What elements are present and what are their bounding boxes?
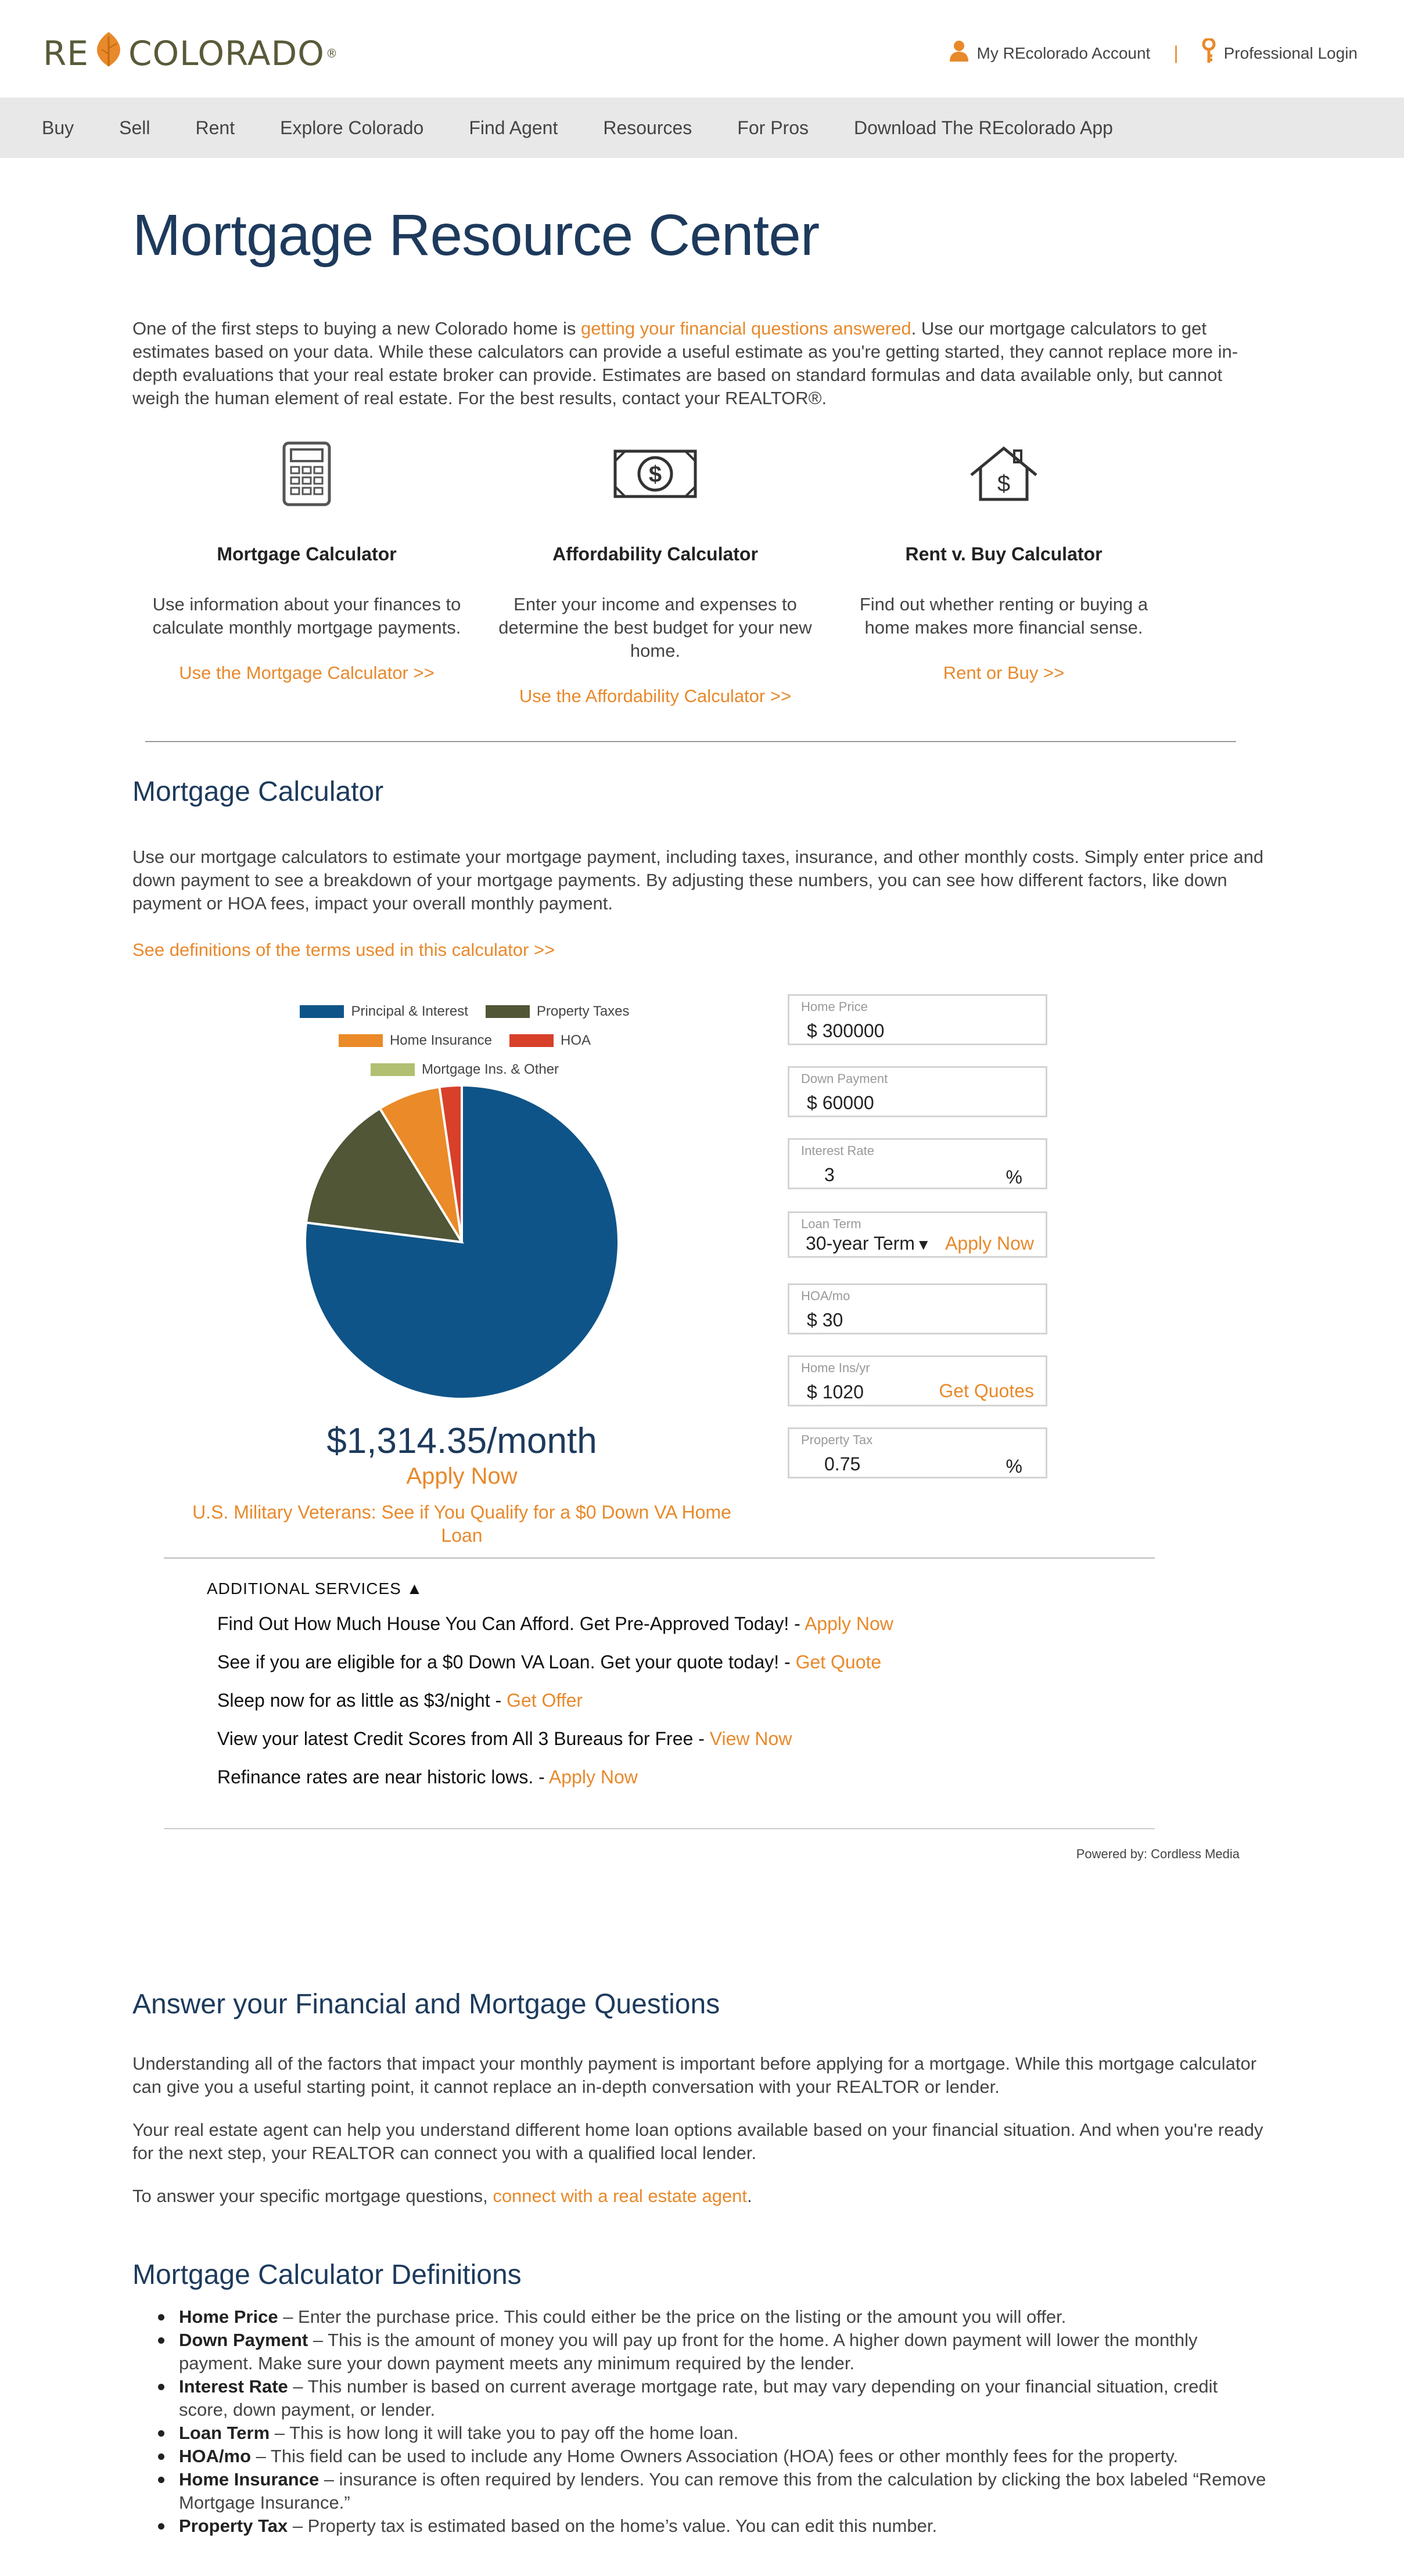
interest-rate-field[interactable] [788, 1138, 1047, 1189]
loan-term-select[interactable] [788, 1211, 1047, 1258]
definition-item [132, 2468, 1271, 2514]
payment-breakdown-pie-chart [302, 1082, 622, 1402]
dropdown-arrow-icon: ▼ [915, 1236, 931, 1253]
definition-text: – This is how long it will take you to pay off the home loan. [270, 2423, 739, 2443]
service-dash: - [490, 1690, 507, 1711]
page-title: Mortgage Resource Center [132, 203, 820, 268]
field-value[interactable]: 0.75 [824, 1454, 861, 1474]
answer-p3-before: To answer your specific mortgage questions, [132, 2186, 493, 2206]
rent-or-buy-link[interactable]: Rent or Buy >> [943, 663, 1065, 683]
percent-suffix: % [1006, 1167, 1022, 1188]
definition-term: Home Price [179, 2307, 278, 2327]
legend-item [339, 1032, 492, 1049]
header-separator: | [1173, 42, 1179, 63]
field-label: Home Price [801, 999, 868, 1014]
service-link[interactable]: Get Quote [795, 1652, 882, 1672]
site-header [0, 0, 1404, 98]
answer-questions-heading: Answer your Financial and Mortgage Questions [132, 1989, 720, 2020]
services-divider-top [164, 1557, 1155, 1559]
service-row [217, 1766, 638, 1788]
feature-desc: Find out whether renting or buying a home makes more financial sense. [859, 594, 1148, 638]
aspen-leaf-icon [91, 31, 126, 76]
calculator-icon [144, 439, 469, 509]
hoa-field[interactable] [788, 1283, 1047, 1334]
legend-swatch [300, 1005, 344, 1018]
definition-text: – This field can be used to include any Home Owners Association (HOA) fees or other monthly fees for the property. [251, 2446, 1179, 2466]
svg-text:$: $ [997, 471, 1011, 497]
mortgage-calculator-link[interactable]: Use the Mortgage Calculator >> [179, 663, 435, 683]
mortgage-calculator-heading: Mortgage Calculator [132, 776, 384, 807]
definition-item [132, 2422, 1271, 2445]
my-account-label: My REcolorado Account [976, 44, 1151, 62]
nav-item-download-app[interactable]: Download The REcolorado App [853, 117, 1113, 138]
service-row [217, 1652, 881, 1673]
loan-term-apply-now-link[interactable]: Apply Now [945, 1233, 1034, 1254]
home-price-field[interactable] [788, 994, 1047, 1045]
field-value[interactable]: $ 300000 [807, 1020, 885, 1041]
feature-title: Mortgage Calculator [217, 544, 397, 564]
nav-item-resources[interactable]: Resources [603, 117, 692, 138]
feature-desc: Enter your income and expenses to determine the best budget for your new home. [498, 594, 812, 661]
definition-item [132, 2445, 1271, 2468]
service-dash: - [779, 1652, 796, 1672]
intro-paragraph [132, 317, 1271, 410]
legend-swatch [371, 1063, 415, 1076]
service-text: View your latest Credit Scores from All 3 Bureaus for Free [217, 1728, 694, 1749]
legend-swatch [339, 1034, 383, 1047]
legend-label: Mortgage Ins. & Other [421, 1062, 559, 1077]
field-label: Home Ins/yr [801, 1361, 870, 1375]
service-link[interactable]: Get Offer [507, 1690, 583, 1711]
intro-text-after: . Use our mortgage calculators to get estimates based on your data. While these calculators can provide a useful estimate as you're getting started, they cannot replace more in-depth evaluations that your real estate broker can provide. Estimates are based on standard formulas and data available only, but cannot weigh the human element of real estate. For the best results, contact your REALTOR®. [132, 318, 1238, 408]
definition-term: Interest Rate [179, 2376, 288, 2397]
account-links [949, 38, 1358, 68]
nav-item-for-pros[interactable]: For Pros [737, 117, 809, 138]
legend-label: Principal & Interest [351, 1003, 468, 1019]
apply-now-link[interactable]: Apply Now [406, 1463, 518, 1489]
field-label: HOA/mo [801, 1289, 850, 1303]
nav-item-rent[interactable]: Rent [195, 117, 235, 138]
feature-affordability-calculator [493, 439, 818, 707]
service-text: Refinance rates are near historic lows. [217, 1766, 534, 1787]
user-icon [949, 40, 969, 66]
recolorado-logo[interactable] [43, 30, 338, 77]
legend-label: HOA [561, 1032, 591, 1048]
service-row [217, 1728, 792, 1750]
financial-questions-link[interactable]: getting your financial questions answered [580, 318, 911, 339]
service-dash: - [693, 1728, 710, 1749]
connect-agent-link[interactable]: connect with a real estate agent [493, 2186, 748, 2206]
definition-text: – This number is based on current average mortgage rate, but may vary depending on your financial situation, credit score, down payment, or lender. [179, 2376, 1218, 2420]
affordability-calculator-link[interactable]: Use the Affordability Calculator >> [519, 686, 792, 706]
feature-rent-v-buy-calculator [841, 439, 1166, 683]
nav-item-sell[interactable]: Sell [119, 117, 150, 138]
professional-login-link[interactable] [1202, 38, 1358, 68]
svg-text:$: $ [648, 462, 662, 487]
feature-title: Affordability Calculator [552, 544, 758, 564]
collapse-arrow-icon: ▲ [406, 1580, 423, 1598]
definition-term: Home Insurance [179, 2469, 319, 2489]
service-row [217, 1613, 893, 1635]
definition-item [132, 2514, 1271, 2538]
definitions-link[interactable]: See definitions of the terms used in this calculator >> [132, 940, 555, 960]
service-dash: - [789, 1613, 805, 1634]
answer-paragraph-1: Understanding all of the factors that impact your monthly payment is important before applying for a mortgage. While this mortgage calculator can give you a useful starting point, it cannot replace an in-depth conversation with your REALTOR or lender. [132, 2053, 1257, 2097]
definition-text: – This is the amount of money you will pay up front for the home. A higher down payment will lower the monthly payment. Make sure your down payment meets any minimum required by the lender. [179, 2330, 1198, 2373]
dollar-bill-icon [493, 439, 818, 509]
logo-colorado-text: COLORADO [128, 34, 325, 73]
home-insurance-field[interactable] [788, 1355, 1047, 1406]
feature-mortgage-calculator [144, 439, 469, 683]
legend-label: Home Insurance [389, 1032, 493, 1048]
definitions-heading: Mortgage Calculator Definitions [132, 2260, 522, 2290]
loan-term-text: 30-year Term [806, 1233, 915, 1254]
answer-p3-after: . [747, 2186, 752, 2206]
legend-swatch [486, 1005, 530, 1018]
definition-text: – insurance is often required by lenders. You can remove this from the calculation by clicking the box labeled “Remove Mortgage Insurance.” [179, 2469, 1266, 2513]
services-divider-bottom [164, 1828, 1155, 1829]
logo-registered-mark: ® [325, 46, 338, 60]
service-dash: - [533, 1766, 549, 1787]
legend-item [371, 1062, 559, 1078]
service-text: Sleep now for as little as $3/night [217, 1690, 490, 1711]
nav-item-explore-colorado[interactable]: Explore Colorado [280, 117, 424, 138]
house-dollar-icon [841, 439, 1166, 509]
percent-suffix: % [1006, 1456, 1022, 1477]
service-link[interactable]: Apply Now [804, 1613, 893, 1634]
field-label: Property Tax [801, 1433, 873, 1447]
nav-item-find-agent[interactable]: Find Agent [469, 117, 558, 138]
definition-term: Down Payment [179, 2330, 308, 2350]
definition-term: Property Tax [179, 2516, 288, 2536]
service-row [217, 1690, 583, 1711]
service-text: See if you are eligible for a $0 Down VA Loan. Get your quote today! [217, 1652, 780, 1672]
field-label: Down Payment [801, 1071, 888, 1086]
field-value[interactable]: 3 [824, 1164, 835, 1185]
definition-item [132, 2329, 1271, 2375]
definitions-list [132, 2305, 1271, 2538]
field-value[interactable]: $ 60000 [807, 1092, 874, 1113]
key-icon [1202, 38, 1216, 68]
logo-re-text: RE [43, 34, 89, 73]
answer-paragraph-2: Your real estate agent can help you understand different home loan options available based on your financial situation. And when you're ready for the next step, your REALTOR can connect you with a qualified local lender. [132, 2120, 1263, 2163]
field-value[interactable]: $ 1020 [807, 1381, 864, 1402]
nav-item-buy[interactable]: Buy [42, 117, 74, 138]
property-tax-field[interactable] [788, 1427, 1047, 1478]
intro-text-before: One of the first steps to buying a new Colorado home is [132, 318, 581, 339]
service-link[interactable]: Apply Now [548, 1766, 638, 1787]
feature-title: Rent v. Buy Calculator [905, 544, 1103, 564]
legend-item [300, 1003, 468, 1020]
definition-term: Loan Term [179, 2423, 270, 2443]
additional-services-toggle[interactable] [207, 1580, 423, 1598]
professional-login-label: Professional Login [1223, 44, 1358, 62]
legend-item [509, 1032, 591, 1049]
down-payment-field[interactable] [788, 1066, 1047, 1117]
service-link[interactable]: View Now [709, 1728, 792, 1749]
get-quotes-link[interactable]: Get Quotes [939, 1380, 1034, 1401]
definition-text: – Property tax is estimated based on the home’s value. You can edit this number. [288, 2516, 938, 2536]
feature-desc: Use information about your finances to calculate monthly mortgage payments. [152, 594, 461, 638]
definition-item [132, 2375, 1271, 2422]
mortgage-calculator-desc: Use our mortgage calculators to estimate your mortgage payment, including taxes, insurance, and other monthly costs. Simply enter price and down payment to see a breakdown of your mortgage payments. By adjusting these numbers, you can see how different factors, like down payment or HOA fees, impact your overall monthly payment. [132, 847, 1264, 913]
monthly-payment: $1,314.35/month [326, 1421, 597, 1461]
field-label: Loan Term [801, 1217, 861, 1231]
loan-term-value[interactable] [806, 1233, 931, 1254]
definition-text: – Enter the purchase price. This could either be the price on the listing or the amount you will offer. [278, 2307, 1067, 2327]
main-nav [0, 98, 1404, 158]
additional-services-title: ADDITIONAL SERVICES [207, 1580, 401, 1598]
chart-legend [290, 1003, 639, 1091]
va-loan-link[interactable]: U.S. Military Veterans: See if You Qualify for a $0 Down VA Home Loan [192, 1502, 731, 1546]
legend-label: Property Taxes [536, 1003, 630, 1019]
field-label: Interest Rate [801, 1143, 874, 1158]
field-value[interactable]: $ 30 [807, 1309, 843, 1330]
legend-swatch [509, 1034, 554, 1047]
legend-item [486, 1003, 630, 1020]
service-text: Find Out How Much House You Can Afford. Get Pre-Approved Today! [217, 1613, 789, 1634]
my-account-link[interactable] [949, 40, 1151, 66]
section-divider [145, 741, 1236, 742]
answer-paragraph-3 [132, 2185, 1271, 2208]
powered-by: Powered by: Cordless Media [1076, 1847, 1240, 1861]
definition-item [132, 2305, 1271, 2329]
definition-term: HOA/mo [179, 2446, 251, 2466]
